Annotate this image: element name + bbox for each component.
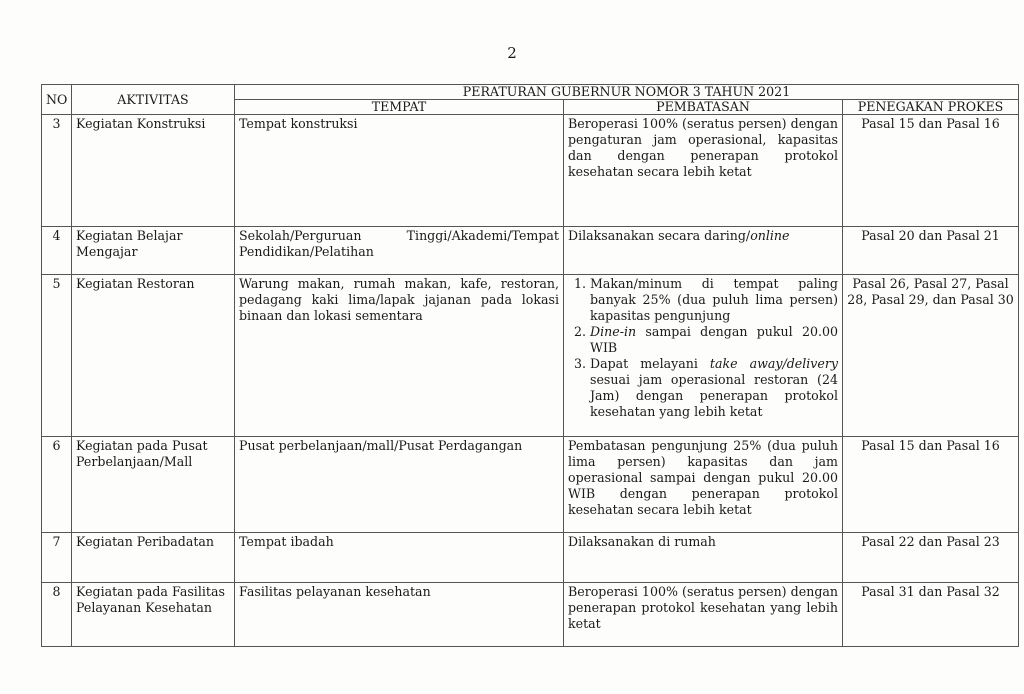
cell-penegakan: Pasal 26, Pasal 27, Pasal 28, Pasal 29, dan Pasal 30 [843,275,1019,437]
cell-pembatasan: Pembatasan pengunjung 25% (dua puluh lima persen) kapasitas dan jam operasional sampai dengan pukul 20.00 WIB dengan penerapan protokol kesehatan secara lebih ketat [564,437,843,533]
cell-aktivitas: Kegiatan Konstruksi [72,115,235,227]
item-text: sesuai jam operasional restoran (24 Jam) dengan penerapan protokol kesehatan yang lebih ketat [590,372,838,419]
header-pembatasan: PEMBATASAN [564,100,843,115]
cell-tempat: Pusat perbelanjaan/mall/Pusat Perdagangan [235,437,564,533]
cell-pembatasan: Dilaksanakan di rumah [564,533,843,583]
cell-penegakan: Pasal 15 dan Pasal 16 [843,437,1019,533]
cell-penegakan: Pasal 20 dan Pasal 21 [843,227,1019,275]
cell-aktivitas: Kegiatan pada Pusat Perbelanjaan/Mall [72,437,235,533]
cell-pembatasan [564,275,843,437]
cell-penegakan: Pasal 22 dan Pasal 23 [843,533,1019,583]
pembatasan-text: Dilaksanakan secara daring/ [568,228,751,243]
cell-no: 4 [42,227,72,275]
header-regulation: PERATURAN GUBERNUR NOMOR 3 TAHUN 2021 [235,85,1019,100]
item-italic: take away/delivery [709,356,838,371]
table-row [42,533,1019,583]
table-row [42,437,1019,533]
list-item [590,324,838,356]
item-text: Makan/minum di tempat paling banyak 25% (dua puluh lima persen) kapasitas pengunjung [590,276,838,323]
header-penegakan: PENEGAKAN PROKES [843,100,1019,115]
header-aktivitas: AKTIVITAS [72,85,235,115]
pembatasan-list [568,276,838,420]
cell-pembatasan [564,227,843,275]
header-row-1 [42,85,1019,100]
cell-tempat: Fasilitas pelayanan kesehatan [235,583,564,647]
cell-aktivitas: Kegiatan Peribadatan [72,533,235,583]
table-row [42,227,1019,275]
cell-pembatasan: Beroperasi 100% (seratus persen) dengan pengaturan jam operasional, kapasitas dan dengan penerapan protokol kesehatan secara lebih ketat [564,115,843,227]
pembatasan-italic: online [750,228,790,243]
page-number: 2 [507,44,517,62]
table-row [42,583,1019,647]
item-text: Dapat melayani [590,356,710,371]
cell-tempat: Warung makan, rumah makan, kafe, restoran, pedagang kaki lima/lapak jajanan pada lokasi binaan dan lokasi sementara [235,275,564,437]
list-item [590,356,838,420]
cell-tempat: Tempat konstruksi [235,115,564,227]
cell-no: 3 [42,115,72,227]
cell-pembatasan: Beroperasi 100% (seratus persen) dengan penerapan protokol kesehatan yang lebih ketat [564,583,843,647]
list-item [590,276,838,324]
cell-penegakan: Pasal 15 dan Pasal 16 [843,115,1019,227]
header-tempat: TEMPAT [235,100,564,115]
cell-no: 8 [42,583,72,647]
regulation-table [41,84,1019,647]
cell-no: 5 [42,275,72,437]
header-no: NO [42,85,72,115]
cell-no: 6 [42,437,72,533]
cell-aktivitas: Kegiatan pada Fasilitas Pelayanan Kesehatan [72,583,235,647]
table-row [42,115,1019,227]
cell-penegakan: Pasal 31 dan Pasal 32 [843,583,1019,647]
table-row [42,275,1019,437]
cell-no: 7 [42,533,72,583]
cell-tempat: Sekolah/Perguruan Tinggi/Akademi/Tempat Pendidikan/Pelatihan [235,227,564,275]
cell-aktivitas: Kegiatan Restoran [72,275,235,437]
item-italic: Dine-in [590,324,637,339]
cell-tempat: Tempat ibadah [235,533,564,583]
cell-aktivitas: Kegiatan Belajar Mengajar [72,227,235,275]
item-text: sampai dengan pukul 20.00 WIB [590,324,838,355]
